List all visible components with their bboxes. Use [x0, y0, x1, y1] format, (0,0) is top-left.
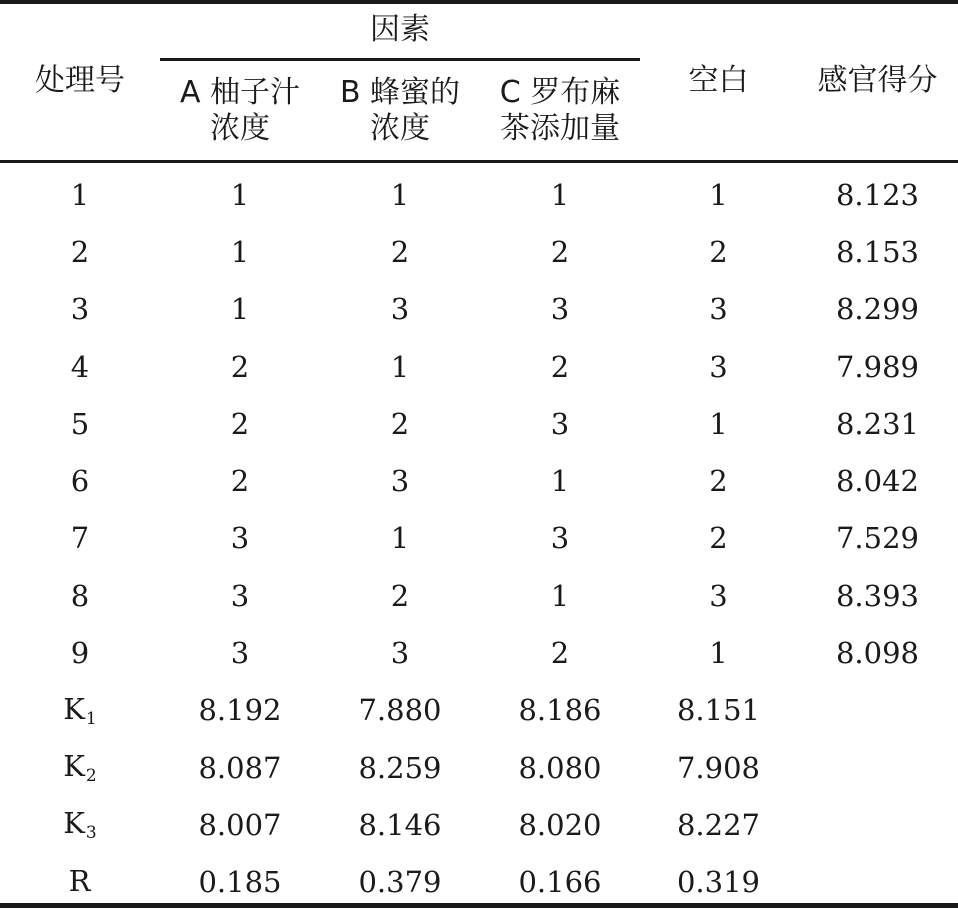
- table-row: [0, 395, 958, 452]
- cell-a: 8.007: [198, 807, 282, 842]
- header-blank: 空白: [688, 63, 749, 98]
- cell-b: 3: [390, 464, 410, 499]
- cell-b: 7.880: [358, 693, 442, 728]
- summary-row: [0, 854, 958, 911]
- summary-row: [0, 796, 958, 853]
- cell-b: 8.146: [358, 807, 442, 842]
- cell-score: 8.231: [835, 406, 920, 441]
- cell-blank: 1: [709, 406, 728, 441]
- cell-id: 1: [70, 177, 90, 212]
- summary-label-sub: 1: [85, 708, 97, 729]
- cell-c: 0.166: [518, 865, 602, 900]
- cell-b: 3: [390, 292, 410, 327]
- summary-label-sub: 2: [85, 766, 97, 787]
- cell-score: 8.098: [835, 636, 920, 671]
- cell-blank: 8.227: [676, 807, 761, 842]
- cell-a: 1: [230, 292, 250, 327]
- cell-score: 8.393: [835, 578, 920, 613]
- cell-blank: 0.319: [676, 865, 761, 900]
- cell-b: 2: [390, 578, 410, 613]
- cell-id: 9: [70, 636, 90, 671]
- summary-label-sub: 3: [85, 823, 97, 844]
- header-factor-b-line2: 浓度: [370, 111, 430, 146]
- summary-row: [0, 682, 958, 739]
- cell-c: 3: [550, 521, 570, 556]
- cell-blank: 2: [709, 234, 728, 269]
- cell-a: 3: [230, 636, 250, 671]
- table-body: [0, 162, 958, 911]
- cell-blank: 3: [709, 578, 728, 613]
- summary-label-main: R: [68, 863, 91, 898]
- summary-label-main: K: [63, 691, 85, 726]
- cell-b: 3: [390, 636, 410, 671]
- cell-b: 8.259: [358, 750, 442, 785]
- header-factor-b-line1: B 蜂蜜的: [339, 75, 461, 110]
- cell-id: 8: [70, 578, 90, 613]
- cell-a: 2: [230, 349, 250, 384]
- cell-score: 7.529: [835, 521, 920, 556]
- table-row: [0, 510, 958, 567]
- cell-blank: 1: [709, 177, 728, 212]
- table-row: [0, 338, 958, 395]
- cell-c: 3: [550, 406, 570, 441]
- cell-a: 2: [230, 406, 250, 441]
- cell-c: 2: [550, 349, 570, 384]
- cell-summary-label: [0, 739, 160, 796]
- cell-summary-label: [0, 682, 160, 739]
- cell-id: 5: [70, 406, 90, 441]
- cell-summary-label: [0, 796, 160, 853]
- header-factor-c: [480, 60, 640, 162]
- header-treatment: 处理号: [35, 63, 125, 98]
- cell-b: 1: [390, 349, 410, 384]
- cell-a: 0.185: [198, 865, 282, 900]
- cell-blank: 3: [709, 349, 728, 384]
- header-factor-b: [320, 60, 480, 162]
- table-row: [0, 162, 958, 223]
- cell-blank: 2: [709, 521, 728, 556]
- cell-c: 2: [550, 636, 570, 671]
- cell-blank: 1: [709, 636, 728, 671]
- cell-c: 8.186: [518, 693, 602, 728]
- table-row: [0, 624, 958, 681]
- cell-b: 0.379: [358, 865, 442, 900]
- cell-id: 6: [70, 464, 90, 499]
- cell-score: 8.299: [835, 292, 920, 327]
- header-factor-a-line1: A 柚子汁: [179, 75, 301, 110]
- cell-a: 3: [230, 578, 250, 613]
- cell-score-empty: [797, 682, 958, 739]
- cell-b: 2: [390, 234, 410, 269]
- cell-c: 1: [550, 464, 570, 499]
- cell-b: 1: [390, 521, 410, 556]
- header-score: 感官得分: [817, 63, 938, 98]
- cell-id: 7: [70, 521, 90, 556]
- table-row: [0, 281, 958, 338]
- cell-id: 2: [70, 234, 90, 269]
- cell-blank: 7.908: [676, 750, 761, 785]
- cell-c: 8.080: [518, 750, 602, 785]
- cell-a: 1: [230, 234, 250, 269]
- cell-c: 1: [550, 578, 570, 613]
- cell-score: 8.153: [835, 234, 920, 269]
- cell-id: 3: [70, 292, 90, 327]
- summary-label-main: K: [63, 806, 85, 841]
- cell-a: 3: [230, 521, 250, 556]
- header-factor-group: 因素: [370, 12, 430, 47]
- cell-c: 8.020: [518, 807, 602, 842]
- cell-score-empty: [797, 739, 958, 796]
- header-factor-c-line2: 茶添加量: [500, 111, 620, 146]
- table-row: [0, 452, 958, 509]
- header-factor-a: [160, 60, 320, 162]
- cell-summary-label: [0, 854, 160, 911]
- cell-score: 8.123: [835, 177, 920, 212]
- cell-b: 2: [390, 406, 410, 441]
- table-row: [0, 567, 958, 624]
- cell-a: 8.087: [198, 750, 282, 785]
- summary-label-main: K: [63, 749, 85, 784]
- cell-score: 7.989: [835, 349, 920, 384]
- cell-a: 1: [230, 177, 250, 212]
- header-factor-a-line2: 浓度: [210, 111, 270, 146]
- cell-score-empty: [797, 796, 958, 853]
- cell-score-empty: [797, 854, 958, 911]
- cell-b: 1: [390, 177, 410, 212]
- header-factor-c-line1: C 罗布麻: [499, 75, 621, 110]
- cell-a: 8.192: [198, 693, 282, 728]
- cell-c: 3: [550, 292, 570, 327]
- cell-a: 2: [230, 464, 250, 499]
- cell-score: 8.042: [835, 464, 920, 499]
- table-row: [0, 223, 958, 280]
- summary-row: [0, 739, 958, 796]
- cell-c: 2: [550, 234, 570, 269]
- cell-blank: 3: [709, 292, 728, 327]
- cell-blank: 8.151: [676, 693, 761, 728]
- cell-c: 1: [550, 177, 570, 212]
- cell-id: 4: [70, 349, 90, 384]
- cell-blank: 2: [709, 464, 728, 499]
